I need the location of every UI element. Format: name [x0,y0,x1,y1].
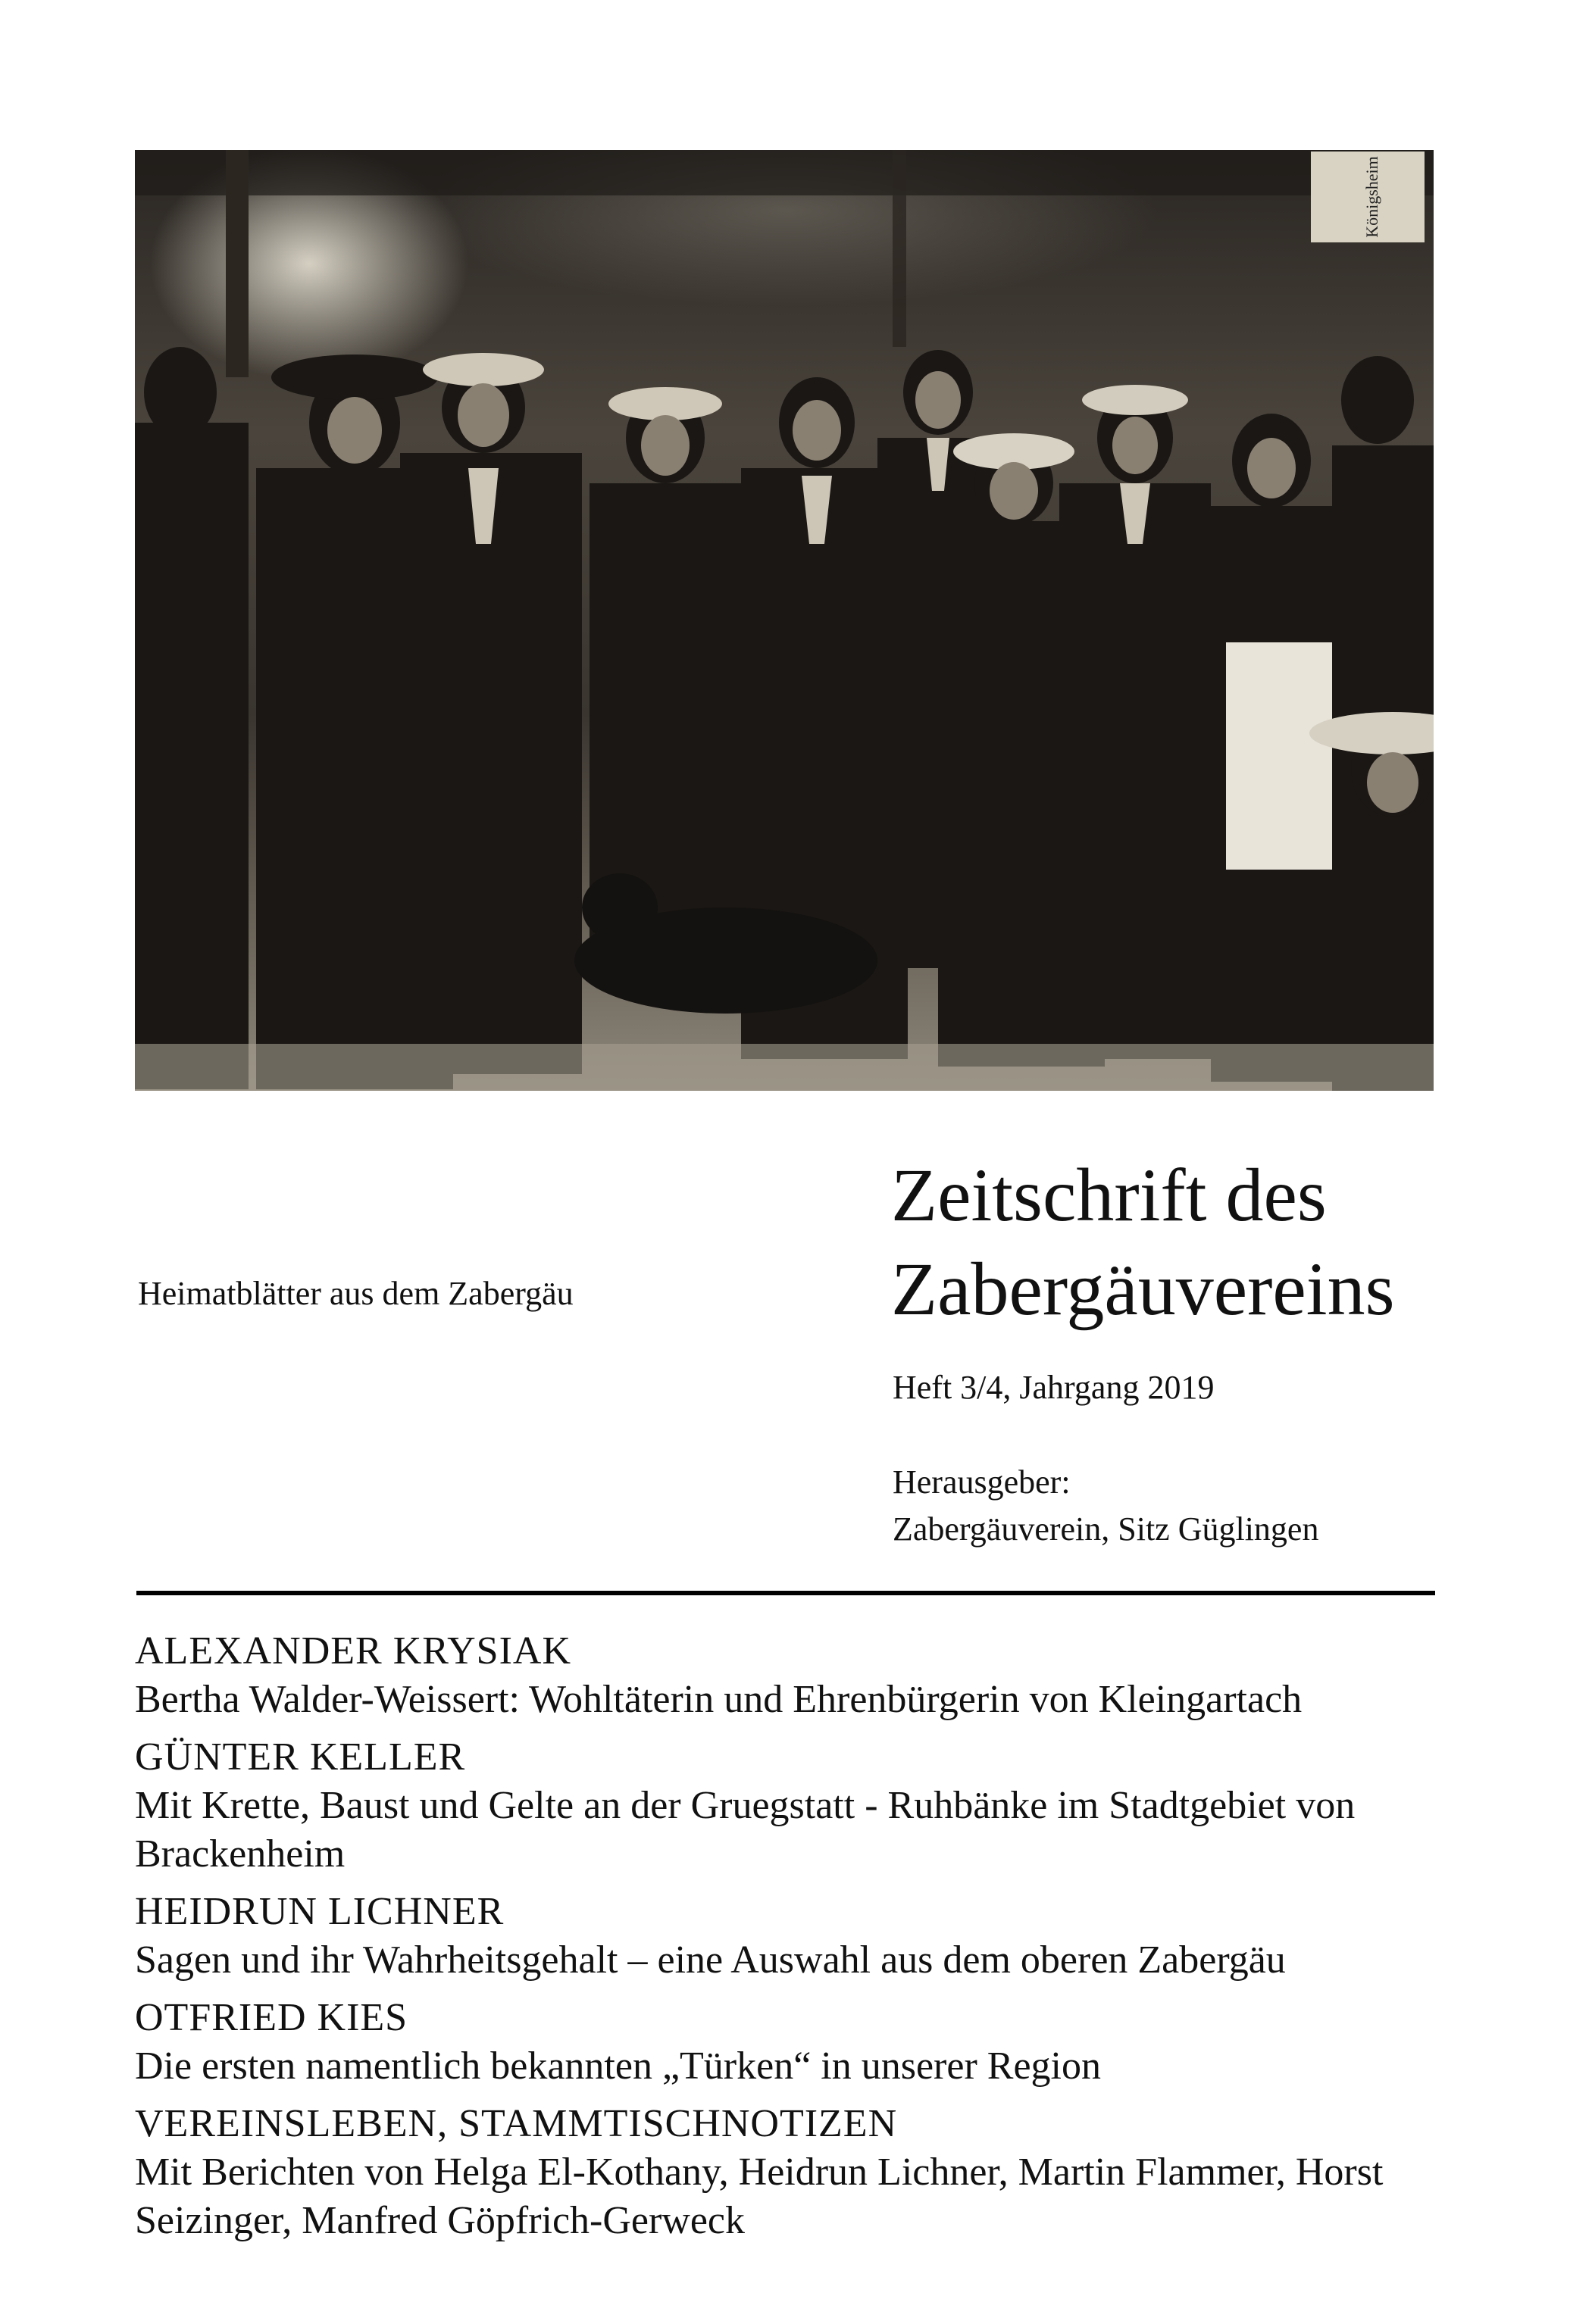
toc-author: VEREINSLEBEN, STAMMTISCHNOTIZEN [135,2102,898,2145]
toc-author: OTFRIED KIES [135,1996,408,2039]
toc-entry [135,1994,1453,2091]
toc-entry [135,2100,1453,2245]
series-subtitle: Heimatblätter aus dem Zabergäu [138,1275,574,1312]
publisher-block [893,1459,1318,1553]
toc-author: GÜNTER KELLER [135,1735,466,1779]
historical-group-photo-icon [135,150,1434,1091]
publisher-label: Herausgeber: [893,1463,1071,1501]
toc-title: Die ersten namentlich bekannten „Türken“ in unserer Region [135,2044,1101,2088]
cover-photo [135,150,1434,1091]
title-line-1: Zeitschrift des [891,1153,1327,1237]
toc-title: Mit Berichten von Helga El-Kothany, Heidrun Lichner, Martin Flammer, Horst Seizinger, Manfred Göpfrich-Gerweck [135,2151,1384,2242]
toc-author: HEIDRUN LICHNER [135,1890,505,1933]
sign [1311,151,1425,242]
divider [136,1591,1435,1595]
issue-info: Heft 3/4, Jahrgang 2019 [893,1369,1215,1406]
toc-title: Sagen und ihr Wahrheitsgehalt – eine Auswahl aus dem oberen Zabergäu [135,1938,1286,1982]
journal-title [891,1148,1395,1336]
toc-entry [135,1627,1453,1724]
title-line-2: Zabergäuvereins [891,1247,1395,1331]
toc-author: ALEXANDER KRYSIAK [135,1629,571,1673]
toc-title: Mit Krette, Baust und Gelte an der Gruegstatt - Ruhbänke im Stadtgebiet von Brackenheim [135,1784,1356,1876]
table-of-contents [135,1627,1453,2254]
publisher-name: Zabergäuverein, Sitz Güglingen [893,1510,1319,1548]
toc-entry [135,1888,1453,1985]
toc-entry [135,1733,1453,1879]
svg-text:Königsheim: Königsheim [1362,156,1381,238]
toc-title: Bertha Walder-Weissert: Wohltäterin und Ehrenbürgerin von Kleingartach [135,1678,1303,1721]
